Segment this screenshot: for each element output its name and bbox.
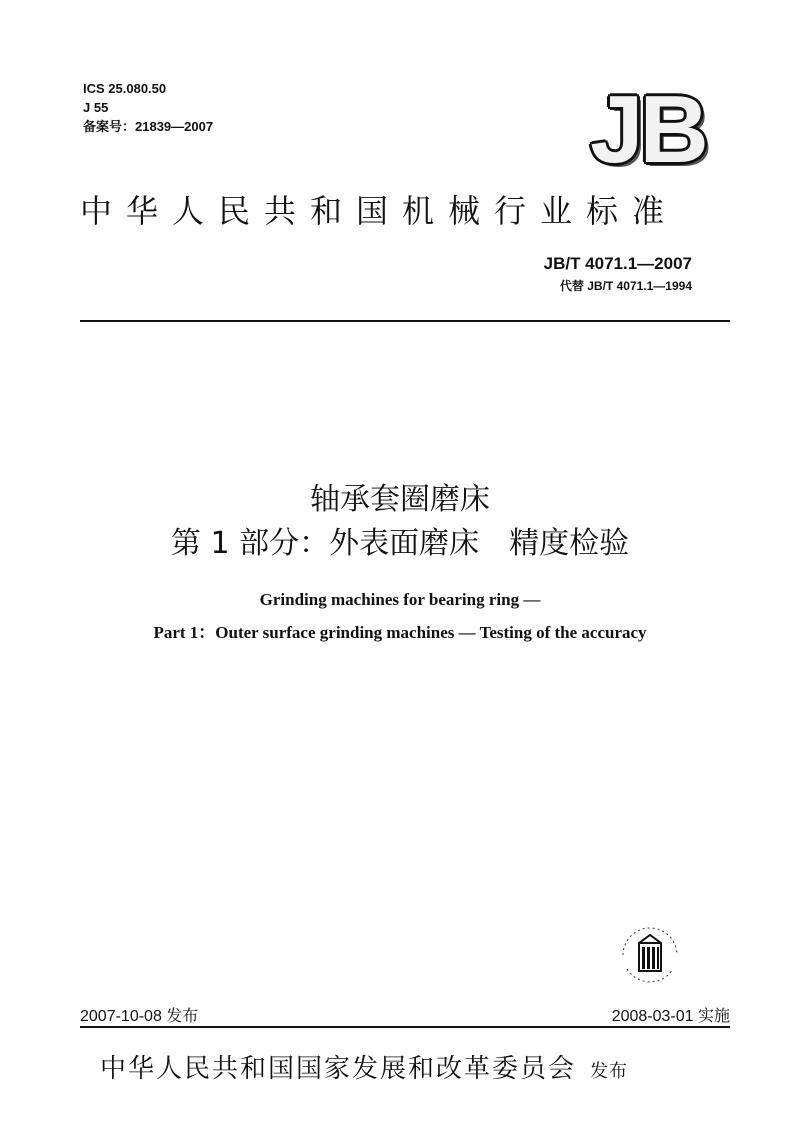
title-english-line-2: Part 1：Outer surface grinding machines — Testing of the accuracy [153,623,647,642]
title-chinese-line-1: 轴承套圈磨床 [310,482,490,517]
standard-title: 中华人民共和国机械行业标准 [80,192,679,230]
title-english-line-1: Grinding machines for bearing ring — [259,590,541,609]
jb-logo: JB [590,76,705,183]
publisher-seal-icon [615,925,685,985]
effective-date: 2008-03-01 实施 [611,1008,730,1025]
publisher [100,1048,628,1085]
publisher-suffix: 发布 [590,1061,629,1082]
standard-code: JB/T 4071.1—2007 [543,254,692,273]
record-number: 备案号：21839—2007 [83,119,214,134]
publisher-name: 中华人民共和国国家发展和改革委员会 [100,1054,577,1084]
ics-code: ICS 25.080.50 [83,81,167,96]
classification-code: J 55 [83,100,109,115]
bottom-divider [80,1026,730,1028]
replaces-standard: 代替 JB/T 4071.1—1994 [559,279,692,293]
top-divider [80,320,730,322]
title-chinese-line-2: 第 1 部分：外表面磨床 精度检验 [170,526,630,561]
issue-date: 2007-10-08 发布 [80,1008,199,1025]
